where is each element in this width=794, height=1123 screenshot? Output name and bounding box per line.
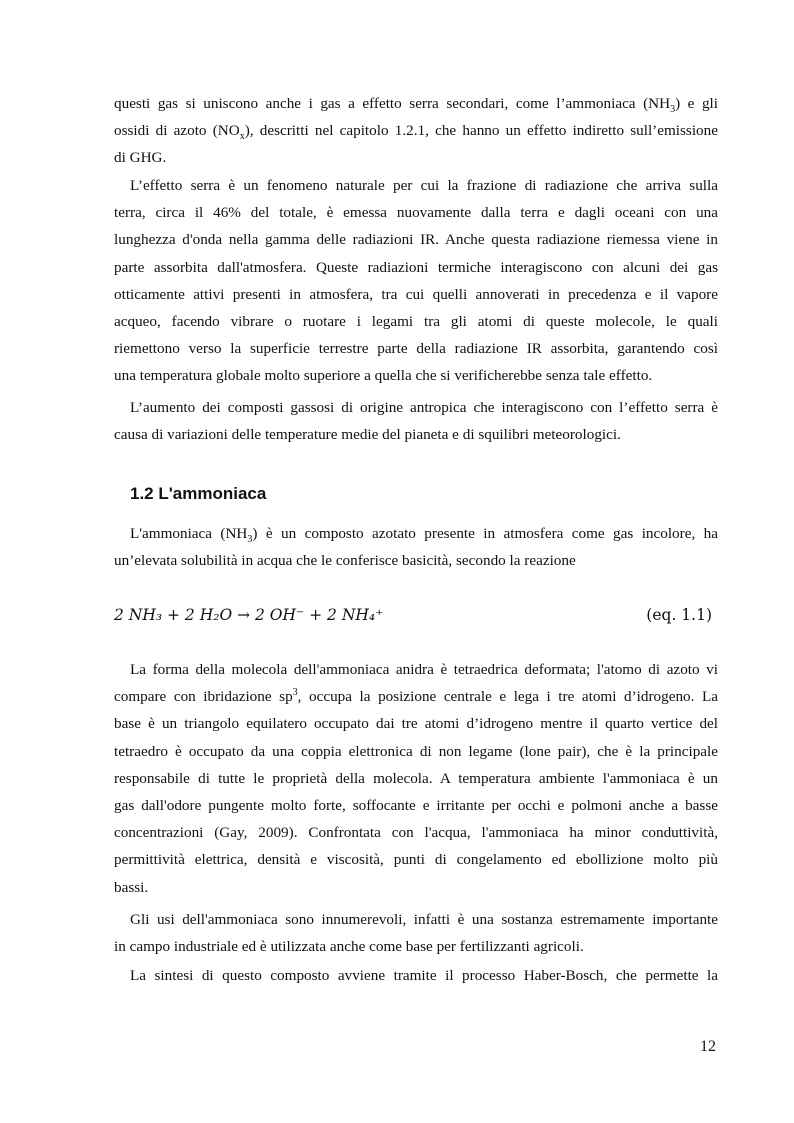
text-line: bassi. (114, 878, 149, 896)
paragraph-ammonia-intro (114, 520, 718, 574)
text-line: parte assorbita dall'atmosfera. Queste radiazioni termiche interagiscono con alcuni dei gas (114, 258, 718, 276)
paragraph-greenhouse-effect (114, 172, 718, 390)
text-line: una temperatura globale molto superiore a quella che si verificherebbe senza tale effetto. (114, 367, 653, 385)
equation-label: (eq. 1.1) (646, 606, 712, 624)
text-line: concentrazioni (Gay, 2009). Confrontata con l'acqua, l'ammoniaca ha minor conduttività, (114, 824, 718, 842)
text-line: Gli usi dell'ammoniaca sono innumerevoli, infatti è una sostanza estremamente importante (130, 911, 718, 928)
paragraph-molecule-shape (114, 656, 718, 901)
text-line: riemettono verso la superficie terrestre parte della radiazione IR assorbita, garantendo così (114, 340, 718, 358)
text-line: compare con ibridazione $sp^3$, occupa la posizione centrale e lega i tre atomi d’idrogeno. La (114, 687, 718, 706)
text-line: in campo industriale ed è utilizzata anche come base per fertilizzanti agricoli. (114, 938, 584, 956)
text-line: tetraedro è occupato da una coppia elettronica di non legame (lone pair), che è la principale (114, 742, 718, 760)
text-line: ossidi di azoto $(NO_x)$, descritti nel capitolo 1.2.1, che hanno un effetto indiretto sull’emissione (114, 122, 718, 143)
paragraph-ammonia-uses (114, 906, 718, 960)
paragraph-haber-bosch (114, 962, 718, 989)
paragraph-greenhouse-gases (114, 90, 718, 172)
paragraph-anthropic-gases (114, 394, 718, 448)
text-line: un’elevata solubilità in acqua che le conferisce basicità, secondo la reazione (114, 552, 576, 570)
section-heading: 1.2 L'ammoniaca (130, 484, 267, 503)
text-line: acqueo, facendo vibrare o ruotare i legami tra gli atomi di queste molecole, le quali (114, 312, 718, 330)
text-line: La sintesi di questo composto avviene tramite il processo Haber-Bosch, che permette la (130, 967, 718, 984)
text-line: permittività elettrica, densità e viscosità, punti di congelamento ed ebollizione molto più (114, 851, 718, 869)
page-number: 12 (700, 1038, 716, 1055)
text-line: gas dall'odore pungente molto forte, soffocante e irritante per occhi e polmoni anche a basse (114, 796, 718, 814)
text-line: L’effetto serra è un fenomeno naturale per cui la frazione di radiazione che arriva sulla (130, 177, 718, 194)
text-line: L'ammoniaca $(NH_3)$ è un composto azotato presente in atmosfera come gas incolore, ha (130, 525, 718, 546)
text-line: L’aumento dei composti gassosi di origine antropica che interagiscono con l’effetto serra è (130, 399, 718, 416)
text-line: La forma della molecola dell'ammoniaca anidra è tetraedrica deformata; l'atomo di azoto vi (130, 661, 718, 678)
text-line: base è un triangolo equilatero occupato dai tre atomi d’idrogeno mentre il quarto vertice del (114, 715, 718, 733)
text-line: lunghezza d'onda nella gamma delle radiazioni IR. Anche questa radiazione riemessa viene in (114, 231, 718, 249)
equation (114, 606, 718, 632)
text-line: di GHG. (114, 149, 167, 167)
text-line: questi gas si uniscono anche i gas a effetto serra secondari, come l’ammoniaca $(NH_3)$ e gli (114, 95, 718, 116)
equation-formula: 2 NH₃ + 2 H₂O → 2 OH⁻ + 2 NH₄⁺ (114, 606, 384, 624)
text-line: causa di variazioni delle temperature medie del pianeta e di squilibri meteorologici. (114, 426, 621, 444)
text-line: terra, circa il 46% del totale, è emessa nuovamente dalla terra e dagli oceani con una (114, 204, 718, 222)
text-line: otticamente attivi presenti in atmosfera, tra cui quelli annoverati in precedenza e il vapore (114, 285, 718, 303)
text-line: responsabile di tutte le proprietà della molecola. A temperatura ambiente l'ammoniaca è un (114, 769, 718, 787)
